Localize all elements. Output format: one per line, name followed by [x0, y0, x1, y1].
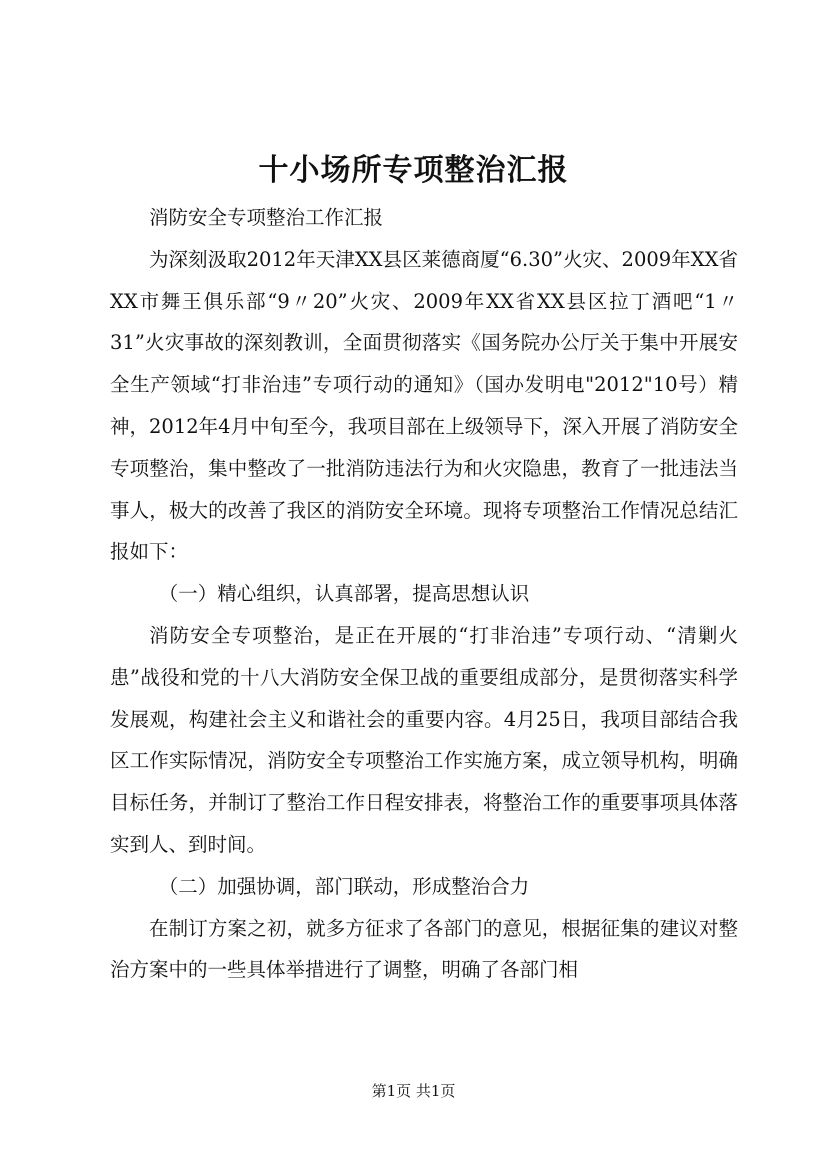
- section-heading-2: （二）加强协调，部门联动，形成整治合力: [158, 874, 530, 898]
- section-heading-1: （一）精心组织，认真部署，提高思想认识: [158, 582, 530, 606]
- subtitle-paragraph: 消防安全专项整治工作汇报: [149, 206, 384, 229]
- page-footer: 第1页 共1页: [371, 1082, 456, 1100]
- document-title: 十小场所专项整治汇报: [258, 153, 569, 188]
- section-2-paragraph: 在制订方案之初，就多方征求了各部门的意见，根据征集的建议对整治方案中的一些具体举措进行了调整，明确了各部门相: [110, 916, 738, 982]
- document-body: [110, 197, 738, 991]
- intro-paragraph: 为深刻汲取2012年天津XX县区莱德商厦“6.30”火灾、2009年XX省XX市舞王俱乐部“9〃20”火灾、2009年XX省XX县区拉丁酒吧“1〃31”火灾事故的深刻教训，全面贯彻落实《国务院办公厅关于集中开展安全生产领域“打非治违”专项行动的通知》（国办发明电"2012"10号）精神，2012年4月中旬至今，我项目部在上级领导下，深入开展了消防安全专项整治，集中整改了一批消防违法行为和火灾隐患，教育了一批违法当事人，极大的改善了我区的消防安全环境。现将专项整治工作情况总结汇报如下：: [110, 247, 739, 564]
- section-1-paragraph: 消防安全专项整治，是正在开展的“打非治违”专项行动、“清剿火患”战役和党的十八大消防安全保卫战的重要组成部分，是贯彻落实科学发展观，构建社会主义和谐社会的重要内容。4月25日，我项目部结合我区工作实际情况，消防安全专项整治工作实施方案，成立领导机构，明确目标任务，并制订了整治工作日程安排表，将整治工作的重要事项具体落实到人、到时间。: [110, 623, 738, 856]
